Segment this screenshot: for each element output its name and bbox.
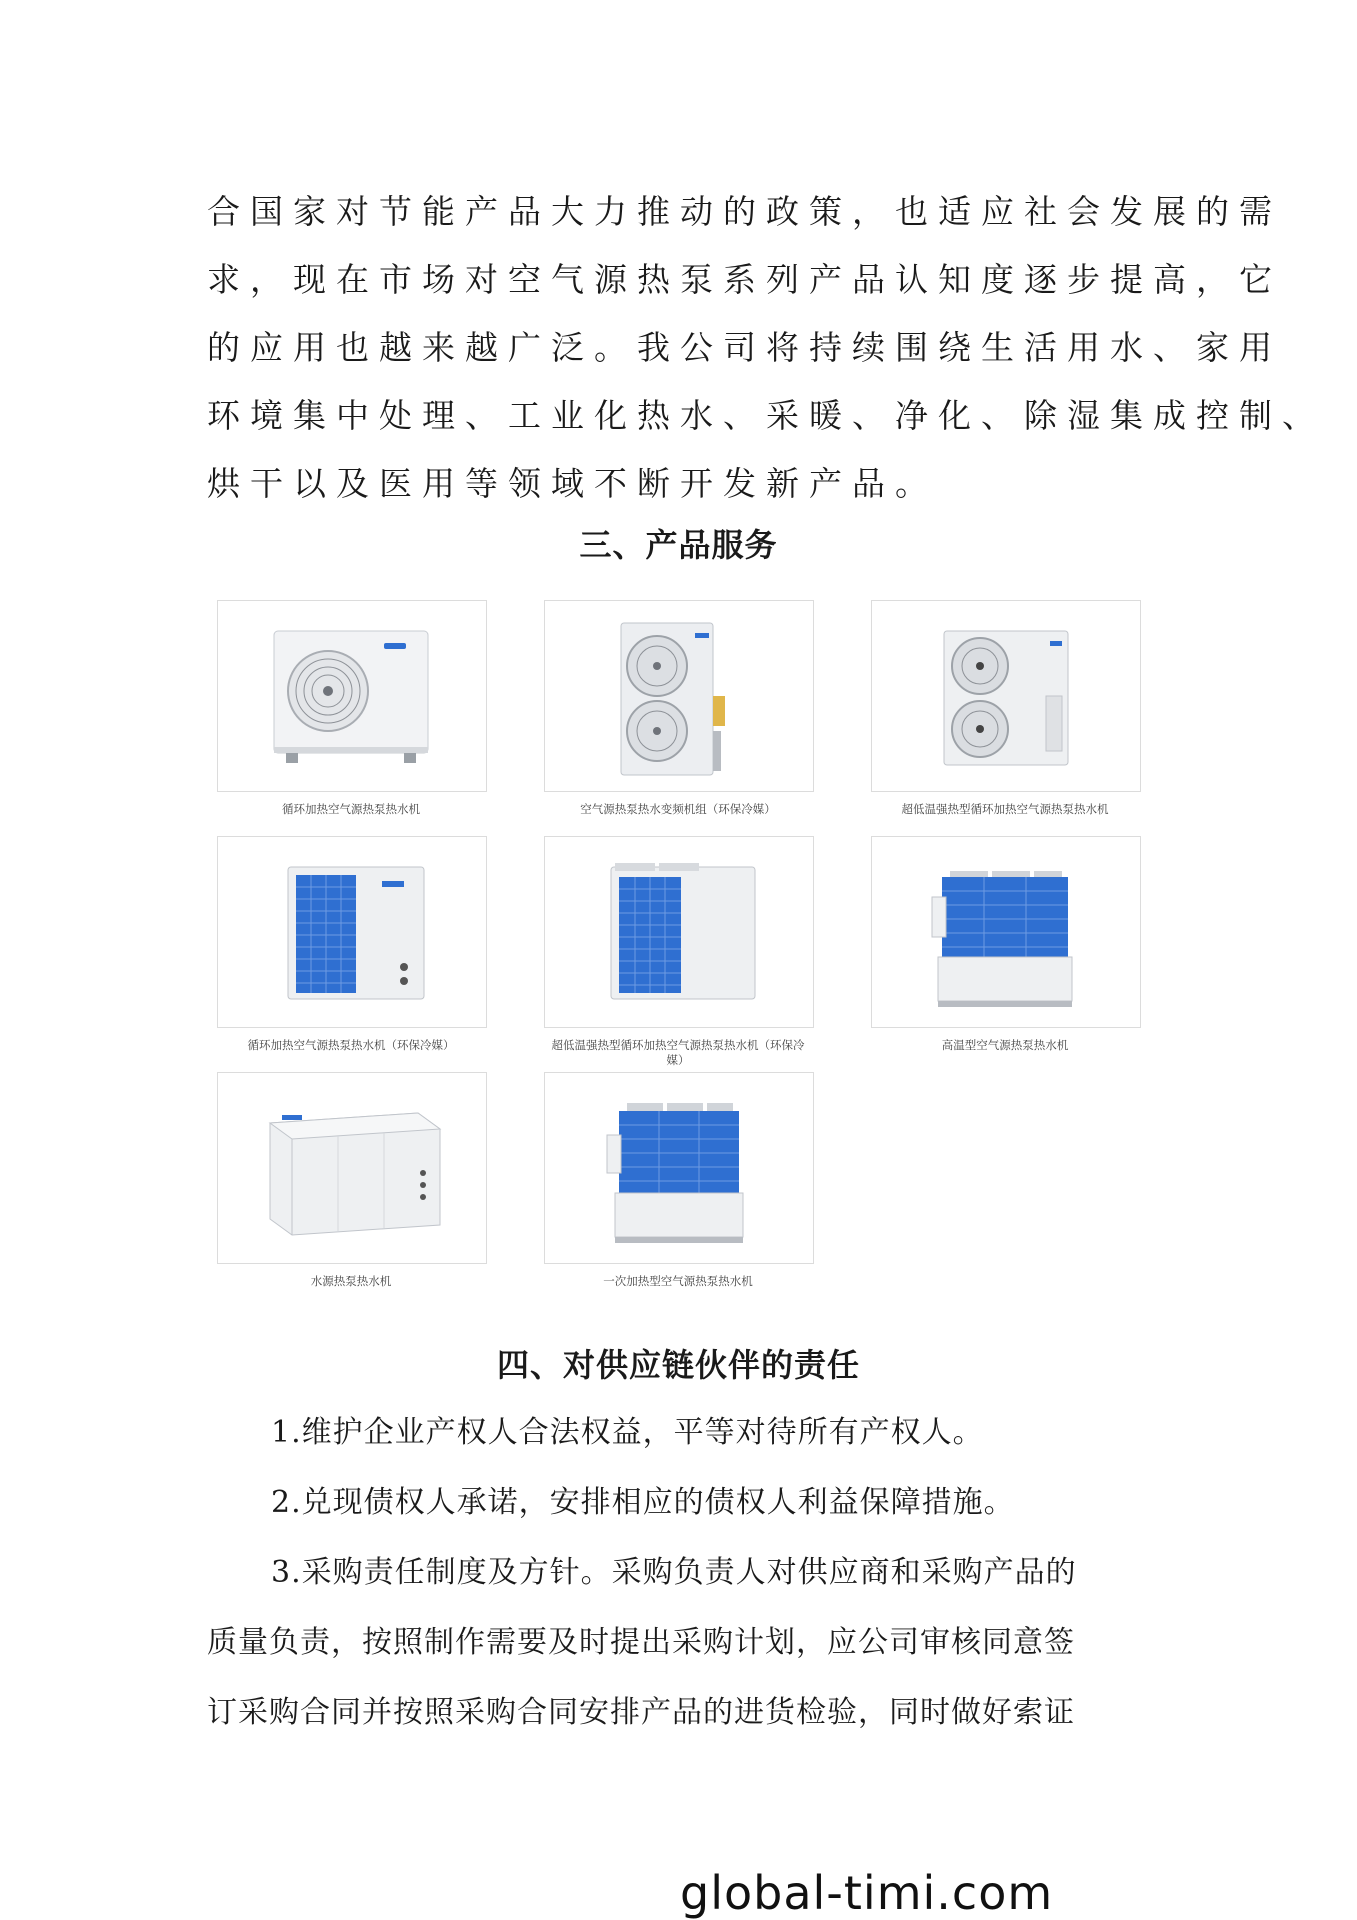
product-image (217, 836, 487, 1028)
section-4-body (207, 1398, 1197, 1748)
heat-pump-blue-panel-image (218, 837, 486, 1027)
responsibility-continuation: 订采购合同并按照采购合同安排产品的进货检验，同时做好索证 (207, 1695, 1075, 1730)
product-card (217, 1072, 485, 1289)
product-image (544, 836, 814, 1028)
product-caption: 水源热泵热水机 (310, 1274, 392, 1288)
responsibility-continuation: 质量负责，按照制作需要及时提出采购计划，应公司审核同意签 (207, 1625, 1075, 1660)
product-card (217, 836, 485, 1053)
heat-pump-modular-image (872, 837, 1140, 1027)
responsibility-item: 2.兑现债权人承诺，安排相应的债权人利益保障措施。 (271, 1485, 1015, 1520)
product-caption: 循环加热空气源热泵热水机 (282, 802, 420, 816)
section-4-title: 四、对供应链伙伴的责任 (496, 1346, 860, 1384)
water-source-heat-pump-image (218, 1073, 486, 1263)
responsibility-item: 3.采购责任制度及方针。采购负责人对供应商和采购产品的 (271, 1555, 1077, 1590)
product-card (871, 600, 1139, 817)
product-card (544, 1072, 812, 1289)
product-image (217, 600, 487, 792)
product-caption: 高温型空气源热泵热水机 (941, 1038, 1069, 1052)
heat-pump-double-fan-image (872, 601, 1140, 791)
product-image (871, 836, 1141, 1028)
intro-line: 合国家对节能产品大力推动的政策，也适应社会发展的需 (207, 192, 1282, 231)
product-caption: 一次加热型空气源热泵热水机 (603, 1274, 753, 1288)
heat-pump-double-fan-image (545, 601, 813, 791)
product-caption: 空气源热泵热水变频机组（环保冷媒） (580, 802, 776, 816)
product-image (871, 600, 1141, 792)
product-card (544, 600, 812, 817)
product-card (217, 600, 485, 817)
intro-paragraph (207, 178, 1325, 518)
intro-line: 环境集中处理、工业化热水、采暖、净化、除湿集成控制、 (207, 396, 1325, 435)
product-image (217, 1072, 487, 1264)
heat-pump-single-fan-image (218, 601, 486, 791)
intro-line: 的应用也越来越广泛。我公司将持续围绕生活用水、家用 (207, 328, 1282, 367)
product-image (544, 1072, 814, 1264)
heat-pump-blue-panel-image (545, 837, 813, 1027)
product-caption: 循环加热空气源热泵热水机（环保冷媒） (247, 1038, 455, 1052)
section-3-title: 三、产品服务 (579, 526, 778, 564)
product-caption: 超低温强热型循环加热空气源热泵热水机（环保冷媒） (551, 1038, 805, 1067)
intro-line: 求，现在市场对空气源热泵系列产品认知度逐步提高，它 (207, 260, 1282, 299)
product-image (544, 600, 814, 792)
intro-line: 烘干以及医用等领域不断开发新产品。 (207, 464, 938, 503)
product-card (544, 836, 812, 1068)
heat-pump-modular-image (545, 1073, 813, 1263)
product-caption: 超低温强热型循环加热空气源热泵热水机 (901, 802, 1109, 816)
watermark: global-timi.com (680, 1866, 1054, 1920)
product-card (871, 836, 1139, 1053)
responsibility-item: 1.维护企业产权人合法权益，平等对待所有产权人。 (271, 1415, 984, 1450)
